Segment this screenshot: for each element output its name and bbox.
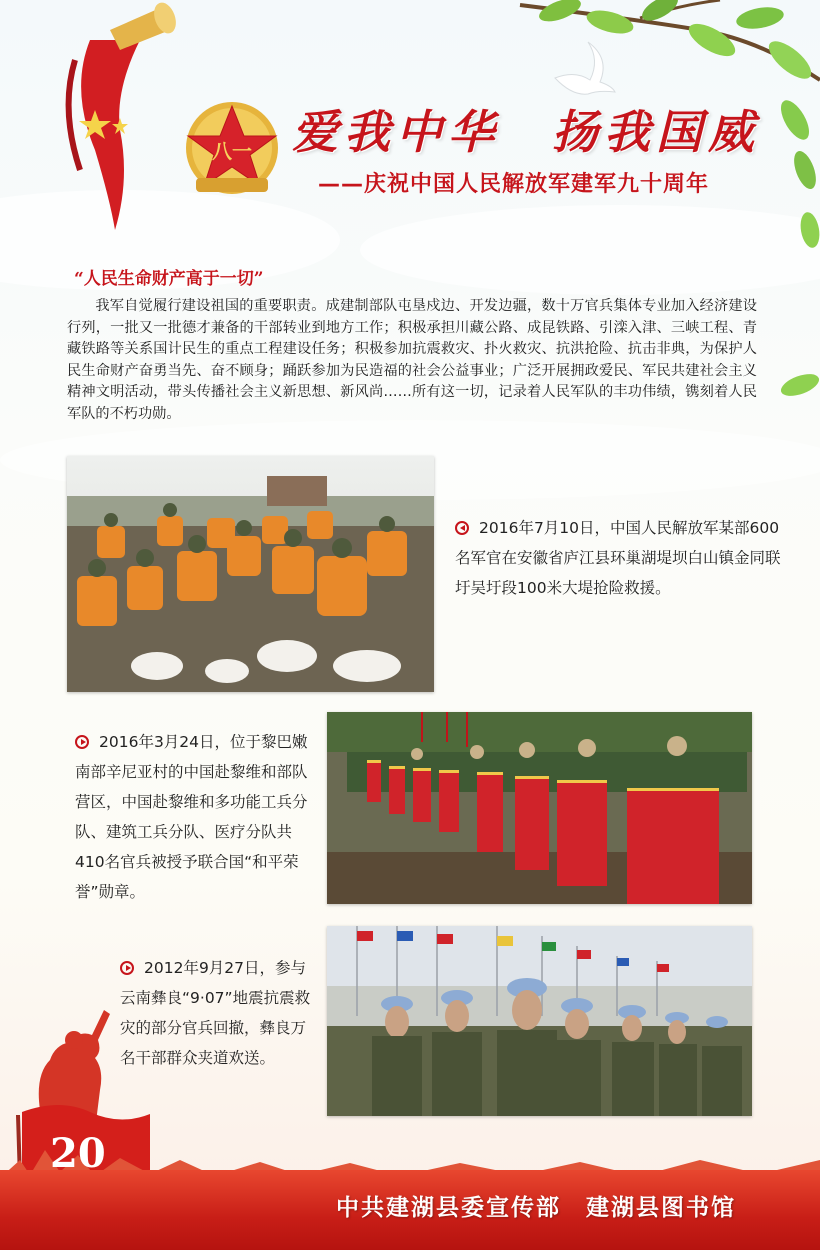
page-number: 20	[50, 1130, 106, 1177]
caption-text: 2012年9月27日，参与云南彝良“9·07”地震抗震救灾的部分官兵回撤，彝良万名干部群众夹道欢送。	[120, 959, 311, 1067]
caption-text: 2016年7月10日，中国人民解放军某部600名军官在安徽省庐江县环巢湖堤坝白山镇金同联圩吴圩段100米大堤抢险救援。	[455, 519, 781, 597]
play-left-icon	[455, 521, 469, 535]
photo-flood-rescue	[67, 456, 434, 692]
section-heading: “人民生命财产高于一切”	[74, 269, 264, 289]
play-right-icon	[120, 961, 134, 975]
caption-peacekeepers	[75, 727, 317, 907]
svg-text:八一: 八一	[212, 139, 252, 163]
caption-text: 2016年3月24日，位于黎巴嫩南部辛尼亚村的中国赴黎维和部队营区，中国赴黎维和多功能工兵分队、建筑工兵分队、医疗分队共410名官兵被授予联合国“和平荣誉”勋章。	[75, 733, 308, 901]
caption-earthquake	[120, 953, 317, 1073]
footer-credit: 中共建湖县委宣传部 建湖县图书馆	[336, 1195, 736, 1221]
section-body: 我军自觉履行建设祖国的重要职责。成建制部队屯垦戍边、开发边疆，数十万官兵集体专业加入经济建设行列，一批又一批德才兼备的干部转业到地方工作；积极承担川藏公路、成昆铁路、引滦入津、三峡工程、青藏铁路等关系国计民生的重点工程建设任务；积极参加抗震救灾、扑火救灾、抗洪抢险、抗击非典，为保护人民生命财产奋勇当先、奋不顾身；踊跃参加为民造福的社会公益事业；广泛开展拥政爱民、军民共建社会主义精神文明活动，带头传播社会主义新思想、新风尚……所有这一切，记录着人民军队的丰功伟绩，镌刻着人民军队的不朽功勋。	[67, 298, 757, 422]
page-subtitle: ——庆祝中国人民解放军建军九十周年	[318, 172, 710, 197]
photo-peacekeepers-banners	[327, 712, 752, 904]
dove-icon	[555, 42, 615, 94]
caption-flood-rescue	[455, 513, 785, 603]
photo-earthquake-troops	[327, 926, 752, 1116]
page-title: 爱我中华 扬我国威	[292, 105, 760, 159]
army-emblem-icon	[186, 102, 278, 194]
play-right-icon	[75, 735, 89, 749]
